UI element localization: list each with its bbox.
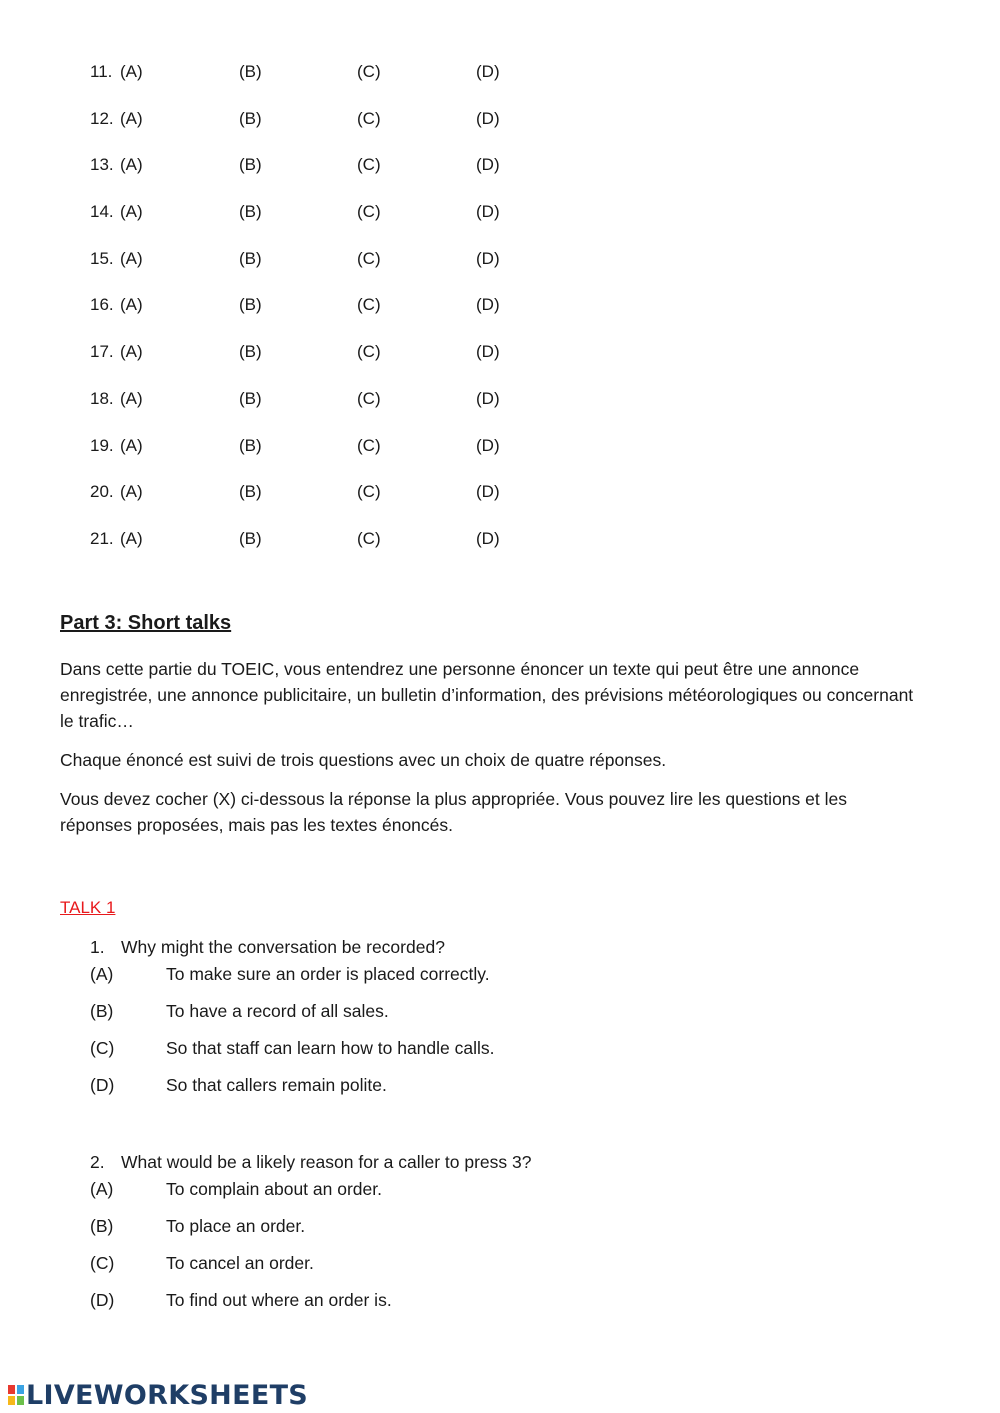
question-text: [90, 1151, 531, 1178]
option-a[interactable]: (A): [120, 295, 143, 315]
option-d[interactable]: (D): [476, 155, 500, 175]
logo-block: [8, 1385, 15, 1394]
question-number: 17.: [90, 342, 114, 362]
question-number: 19.: [90, 435, 114, 455]
option-d[interactable]: (D): [476, 248, 500, 268]
option-c[interactable]: (C): [357, 248, 381, 268]
answer-option-d[interactable]: [90, 1289, 531, 1326]
question-number: 21.: [90, 528, 114, 548]
option-a[interactable]: (A): [120, 62, 143, 81]
option-a[interactable]: (A): [120, 155, 143, 175]
question-number: 20.: [90, 482, 114, 502]
question-number: 2.: [90, 1152, 105, 1172]
question-prompt: What would be a likely reason for a caller to press 3?: [121, 1152, 532, 1172]
option-d[interactable]: (D): [476, 108, 500, 128]
talk-title: TALK 1: [60, 898, 116, 917]
section-title: Part 3: Short talks: [60, 612, 232, 634]
option-d[interactable]: (D): [476, 388, 500, 408]
option-text: To complain about an order.: [166, 1179, 382, 1199]
question-number: 14.: [90, 202, 114, 222]
question-text: [90, 936, 445, 963]
option-text: To place an order.: [166, 1216, 306, 1236]
answer-option-d[interactable]: [90, 1074, 445, 1111]
option-d[interactable]: (D): [476, 482, 500, 502]
option-b[interactable]: (B): [239, 62, 262, 81]
option-c[interactable]: (C): [357, 202, 381, 222]
option-text: To make sure an order is placed correctly.: [166, 964, 490, 984]
logo-blocks-icon: [8, 1385, 24, 1405]
option-b[interactable]: (B): [239, 295, 262, 315]
option-letter: (A): [90, 1179, 114, 1199]
option-c[interactable]: (C): [357, 435, 381, 455]
option-letter: (D): [90, 1075, 115, 1095]
option-c[interactable]: (C): [357, 108, 381, 128]
option-text: So that callers remain polite.: [166, 1075, 387, 1095]
question-number: 18.: [90, 388, 114, 408]
liveworksheets-logo: [8, 1381, 308, 1409]
option-c[interactable]: (C): [357, 295, 381, 315]
option-b[interactable]: (B): [239, 108, 262, 128]
option-a[interactable]: (A): [120, 528, 143, 548]
option-d[interactable]: (D): [476, 435, 500, 455]
logo-block: [17, 1385, 24, 1394]
option-text: So that staff can learn how to handle calls.: [166, 1038, 495, 1058]
option-d[interactable]: (D): [476, 202, 500, 222]
option-letter: (C): [90, 1253, 115, 1273]
option-text: To cancel an order.: [166, 1253, 314, 1273]
option-c[interactable]: (C): [357, 482, 381, 502]
option-letter: (B): [90, 1216, 114, 1236]
question-number: 13.: [90, 155, 114, 175]
question-number: 16.: [90, 295, 114, 315]
question-prompt: Why might the conversation be recorded?: [121, 937, 445, 957]
option-b[interactable]: (B): [239, 528, 262, 548]
option-b[interactable]: (B): [239, 202, 262, 222]
option-c[interactable]: (C): [357, 62, 381, 81]
question-number: 15.: [90, 248, 114, 268]
option-text: To have a record of all sales.: [166, 1001, 389, 1021]
option-letter: (D): [90, 1290, 115, 1310]
option-b[interactable]: (B): [239, 155, 262, 175]
option-b[interactable]: (B): [239, 482, 262, 502]
answer-option-c[interactable]: [90, 1252, 531, 1289]
section-intro: [60, 656, 920, 851]
option-a[interactable]: (A): [120, 248, 143, 268]
intro-paragraph: Vous devez cocher (X) ci-dessous la réponse la plus appropriée. Vous pouvez lire les questions et les réponses proposées, mais pas les textes énoncés.: [60, 789, 847, 835]
option-a[interactable]: (A): [120, 435, 143, 455]
question-number: 11.: [90, 62, 113, 81]
option-letter: (A): [90, 964, 114, 984]
option-a[interactable]: (A): [120, 388, 143, 408]
option-a[interactable]: (A): [120, 482, 143, 502]
option-b[interactable]: (B): [239, 342, 262, 362]
option-a[interactable]: (A): [120, 202, 143, 222]
option-b[interactable]: (B): [239, 248, 262, 268]
question-number: 12.: [90, 108, 114, 128]
answer-option-c[interactable]: [90, 1037, 495, 1074]
question-block: [90, 936, 495, 1111]
option-b[interactable]: (B): [239, 388, 262, 408]
answer-option-b[interactable]: [90, 1000, 445, 1037]
intro-paragraph: Chaque énoncé est suivi de trois questions avec un choix de quatre réponses.: [60, 750, 667, 770]
question-number: 1.: [90, 937, 105, 957]
question-block: [90, 1151, 531, 1326]
option-b[interactable]: (B): [239, 435, 262, 455]
option-d[interactable]: (D): [476, 62, 500, 81]
logo-block: [17, 1396, 24, 1405]
logo-block: [8, 1396, 15, 1405]
option-c[interactable]: (C): [357, 155, 381, 175]
intro-paragraph: Dans cette partie du TOEIC, vous entendrez une personne énoncer un texte qui peut être une annonce enregistrée, une annonce publicitaire, un bulletin d’information, des prévisions météorologiques ou concernant le trafic…: [60, 659, 914, 731]
answer-option-a[interactable]: [90, 1178, 531, 1215]
option-a[interactable]: (A): [120, 342, 143, 362]
option-c[interactable]: (C): [357, 528, 381, 548]
option-a[interactable]: (A): [120, 108, 143, 128]
logo-text: LIVEWORKSHEETS: [26, 1379, 309, 1411]
option-text: To find out where an order is.: [166, 1290, 392, 1310]
option-c[interactable]: (C): [357, 342, 381, 362]
option-c[interactable]: (C): [357, 388, 381, 408]
option-d[interactable]: (D): [476, 528, 500, 548]
option-d[interactable]: (D): [476, 342, 500, 362]
option-letter: (B): [90, 1001, 114, 1021]
answer-option-a[interactable]: [90, 963, 490, 1000]
answer-option-b[interactable]: [90, 1215, 531, 1252]
option-d[interactable]: (D): [476, 295, 500, 315]
option-letter: (C): [90, 1038, 115, 1058]
